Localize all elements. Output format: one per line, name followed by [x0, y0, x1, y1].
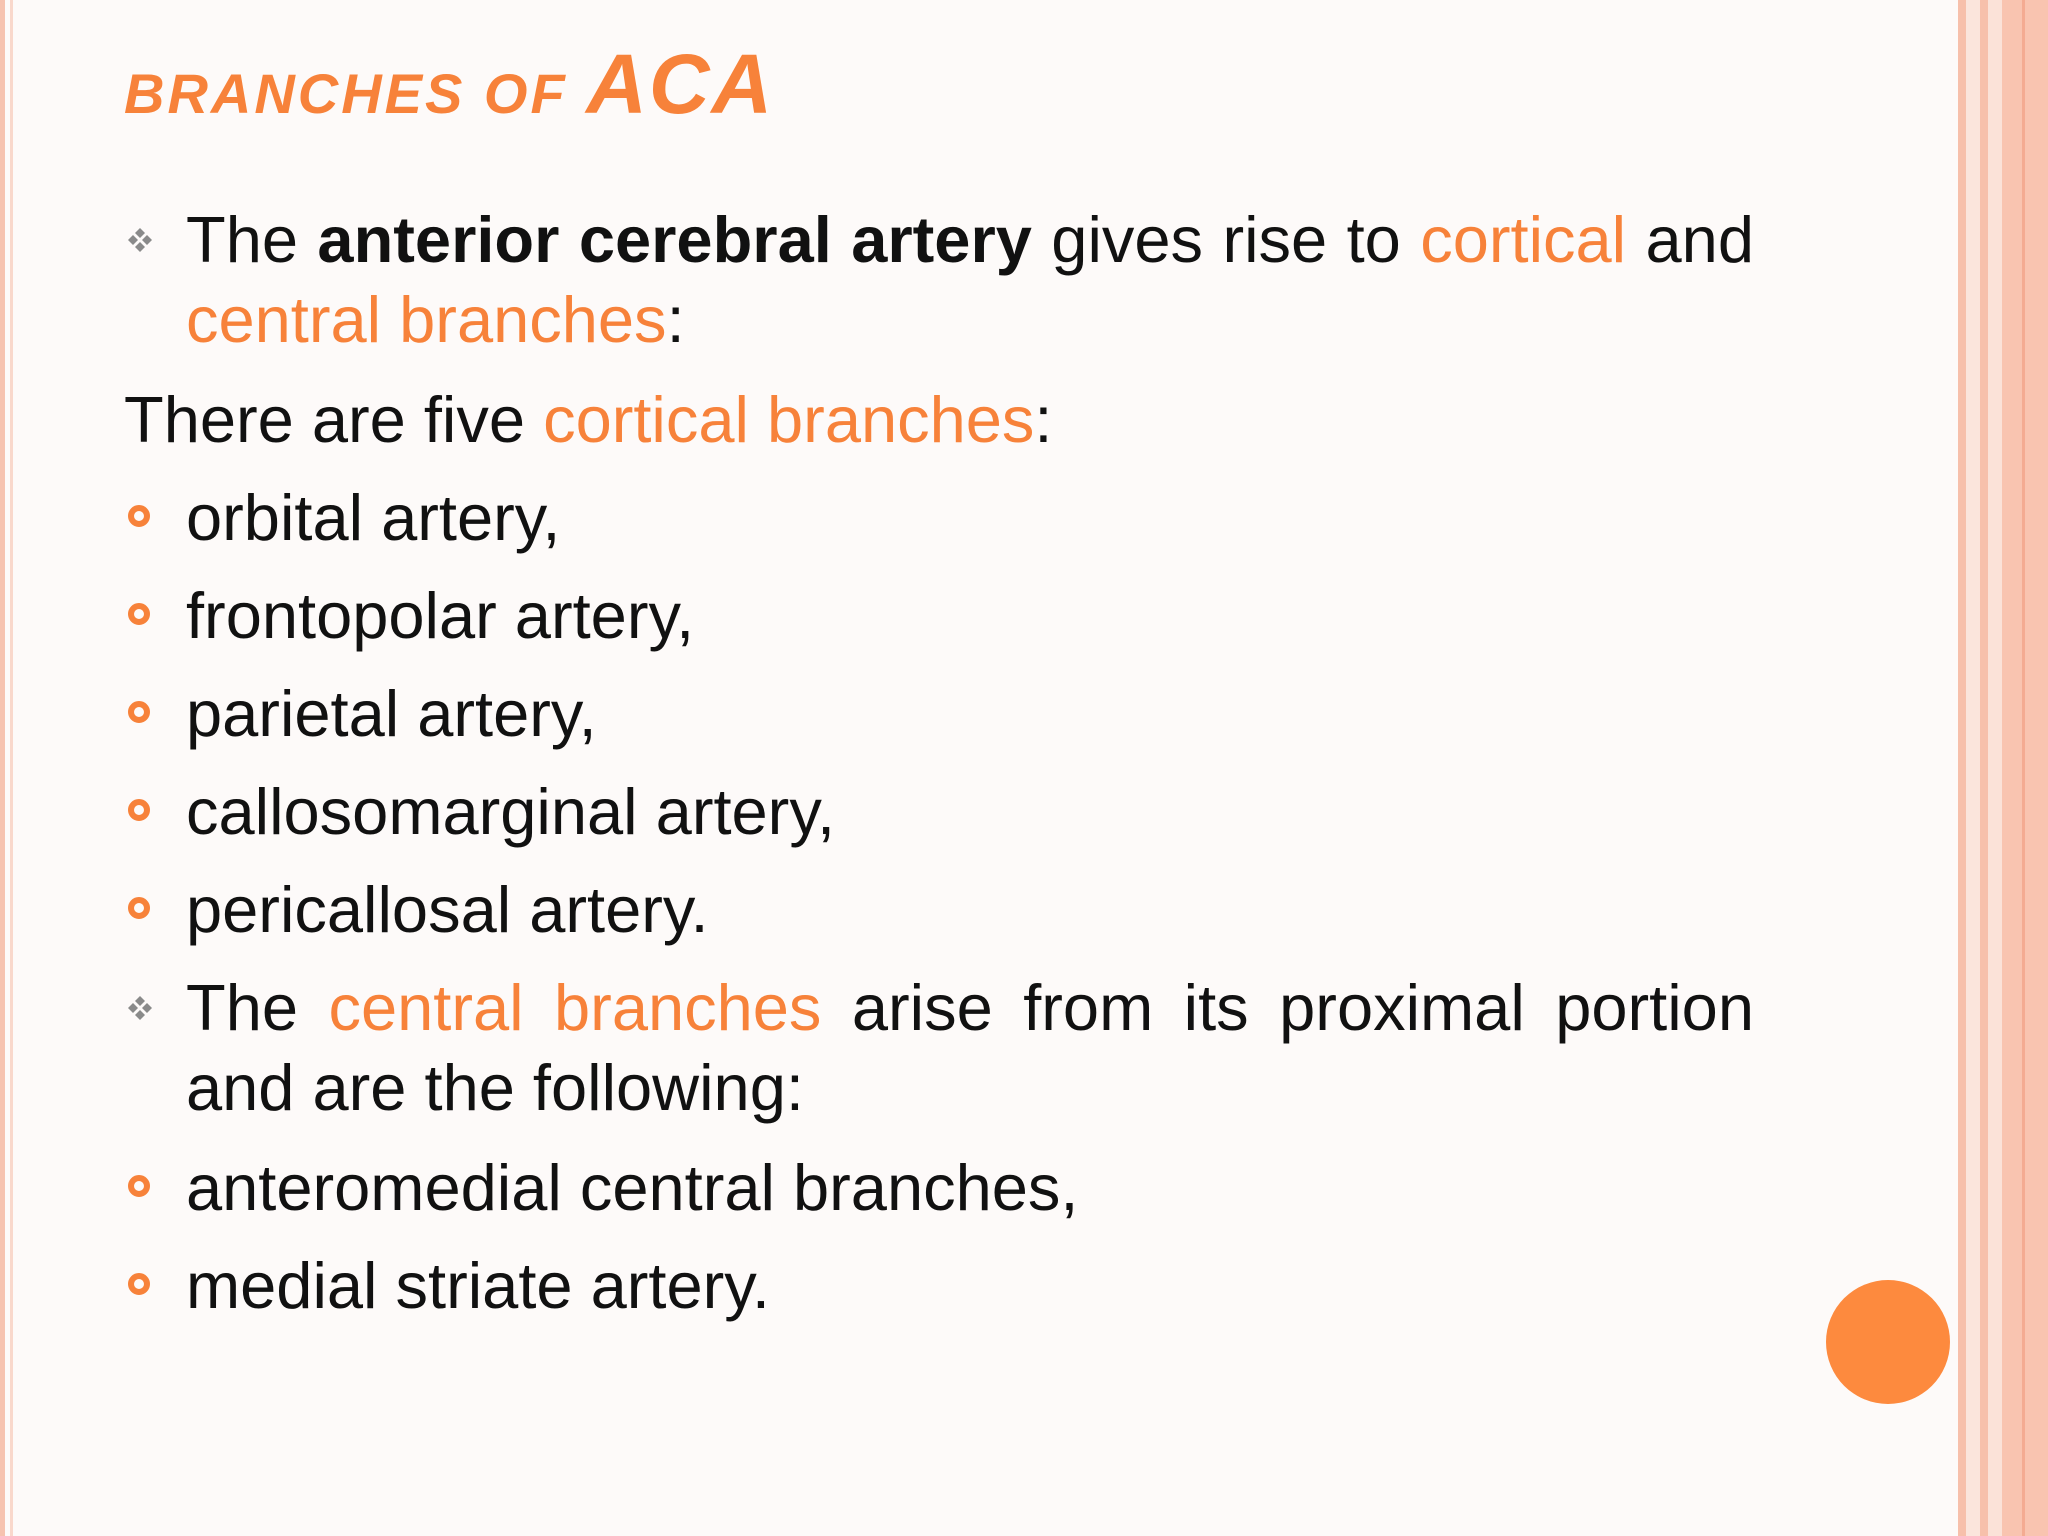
four-diamond-bullet-icon [128, 228, 152, 252]
right-border-band [1958, 0, 1966, 1536]
cortical-heading-text: There are five [124, 383, 544, 456]
cortical-heading-accent: cortical branches [543, 383, 1035, 456]
right-border-band [1988, 0, 2002, 1536]
list-item [124, 576, 1754, 656]
intro-text: and [1626, 203, 1754, 276]
list-item-text: orbital artery, [186, 481, 561, 554]
hollow-circle-bullet-icon [128, 1175, 150, 1197]
list-item [124, 478, 1754, 558]
hollow-circle-bullet-icon [128, 505, 150, 527]
hollow-circle-bullet-icon [128, 897, 150, 919]
hollow-circle-bullet-icon [128, 701, 150, 723]
list-item [124, 772, 1754, 852]
intro-text: gives rise to [1031, 203, 1421, 276]
intro-text: The [186, 203, 318, 276]
cortical-heading-text: : [1034, 383, 1053, 456]
right-border-band [2002, 0, 2048, 1536]
list-item-text: pericallosal artery. [186, 873, 709, 946]
orange-circle-decoration [1826, 1280, 1950, 1404]
list-item-text: callosomarginal artery, [186, 775, 836, 848]
slide-body [124, 200, 1754, 1326]
right-border-band [2022, 0, 2025, 1536]
right-border-band [1980, 0, 1988, 1536]
list-item [124, 1148, 1754, 1228]
hollow-circle-bullet-icon [128, 1273, 150, 1295]
list-item [124, 1246, 1754, 1326]
title-main: ACA [586, 37, 775, 131]
central-intro-paragraph [124, 968, 1754, 1128]
list-item [124, 674, 1754, 754]
intro-text: : [666, 283, 685, 356]
central-intro-text: The [186, 971, 329, 1044]
left-border-stripe [0, 0, 5, 1536]
intro-paragraph [124, 200, 1754, 360]
central-intro-accent: central branches [328, 971, 822, 1044]
intro-accent-cortical: cortical [1420, 203, 1627, 276]
list-item-text: frontopolar artery, [186, 579, 695, 652]
list-item-text: parietal artery, [186, 677, 597, 750]
intro-bold-term: anterior cerebral artery [317, 203, 1032, 276]
list-item-text: medial striate artery. [186, 1249, 770, 1322]
hollow-circle-bullet-icon [128, 603, 150, 625]
central-intro-text: arise from its proximal portion and are the following: [186, 971, 1754, 1124]
four-diamond-bullet-icon [128, 996, 152, 1020]
title-prefix: BRANCHES OF [124, 62, 587, 125]
list-item-text: anteromedial central branches, [186, 1151, 1079, 1224]
slide-title [124, 36, 774, 133]
intro-accent-central: central branches [186, 283, 667, 356]
list-item [124, 870, 1754, 950]
left-border-stripe-inner [10, 0, 13, 1536]
cortical-heading [124, 380, 1754, 460]
hollow-circle-bullet-icon [128, 799, 150, 821]
right-border-band [1966, 0, 1980, 1536]
